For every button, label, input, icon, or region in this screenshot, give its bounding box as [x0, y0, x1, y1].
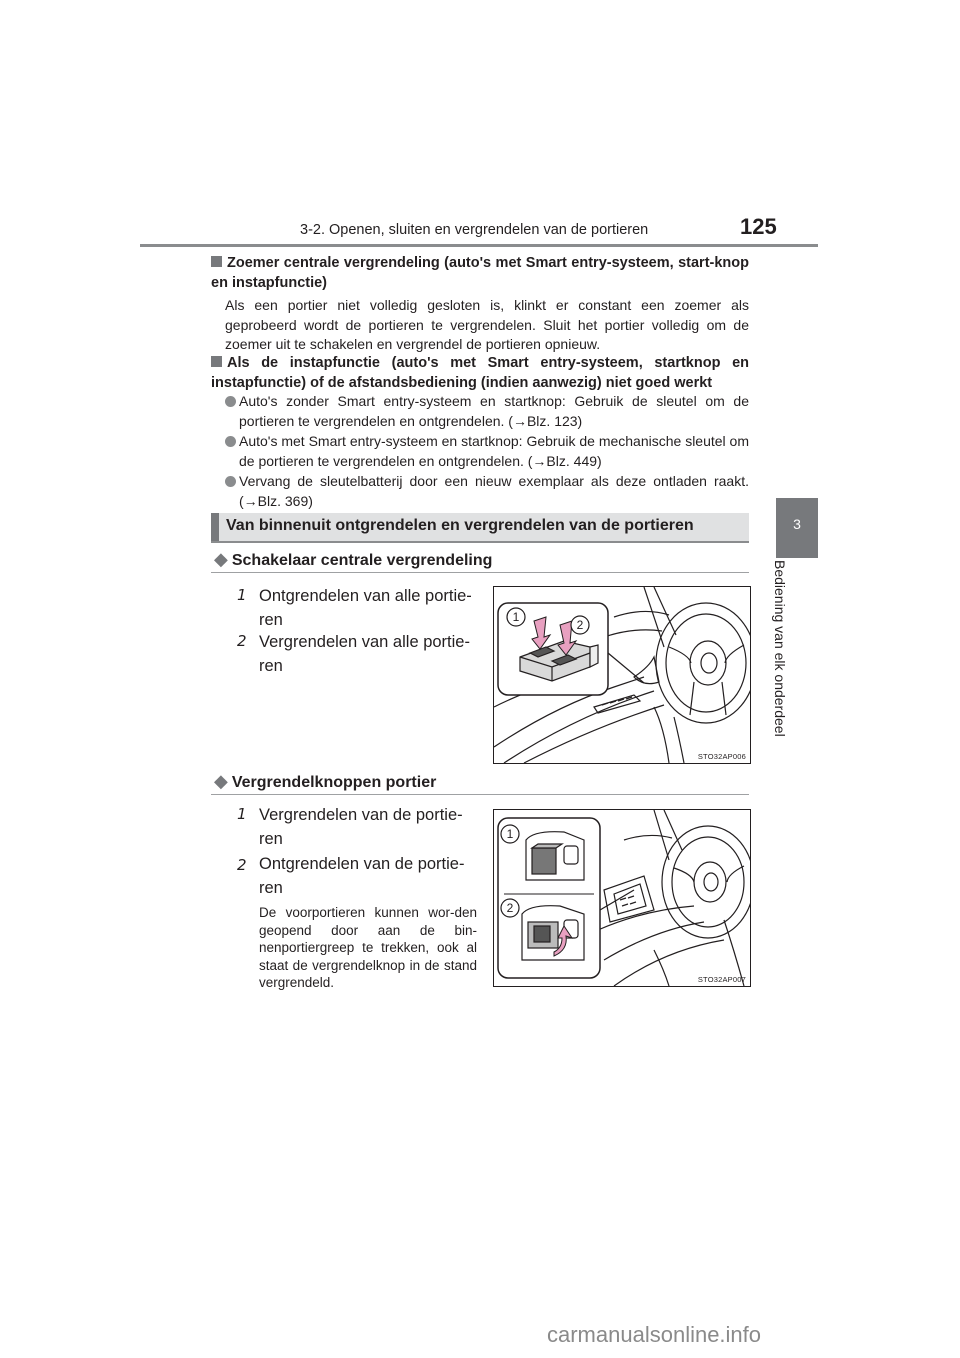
running-head: 3-2. Openen, sluiten en vergrendelen van de portieren: [300, 222, 649, 238]
chapter-tab: [776, 498, 818, 558]
page-number: 125: [740, 214, 777, 239]
subsection-title-text: Vergrendelknoppen portier: [231, 774, 437, 791]
note-heading-text: Zoemer centrale vergrendeling (auto's met Smart entry-systeem, start-knop en instapfunctie): [211, 255, 749, 291]
header-rule: [140, 244, 818, 247]
item-number: 2: [237, 632, 247, 650]
list-item: [225, 392, 749, 431]
note-paragraph-buzzer: Als een portier niet volledig gesloten is, klinkt er constant een zoemer als geprobeerd wordt de portieren te vergrendelen. Sluit het portier volledig om de zoemer uit te schakelen en vergrendel de portieren opnieuw.: [225, 297, 749, 352]
round-bullet-icon: [225, 476, 236, 487]
round-bullet-icon: [225, 436, 236, 447]
figure-callout: 1: [506, 827, 514, 841]
chapter-number: 3: [793, 516, 801, 532]
figure-code: STO32AP006: [697, 752, 746, 761]
item-text: Vergrendelen van de portie-ren: [259, 806, 463, 848]
round-bullet-icon: [225, 396, 236, 407]
figure-callout: 2: [506, 901, 514, 915]
figure-door-lock-knobs: [493, 809, 751, 987]
subsection-rule: [211, 794, 749, 795]
chapter-title-wrap: [772, 560, 817, 760]
item-text: Ontgrendelen van de portie-ren: [259, 855, 465, 897]
list-item-text: Vervang de sleutelbatterij door een nieuw exemplaar als deze ontladen raakt. (→Blz. 369): [239, 473, 749, 509]
note-heading-malfunction: [211, 353, 749, 393]
section-title: Van binnenuit ontgrendelen en vergrendelen van de portieren: [226, 517, 694, 534]
subsection-title-text: Schakelaar centrale vergrendeling: [231, 552, 493, 569]
item-text: Ontgrendelen van alle portie-ren: [259, 587, 472, 629]
item-number: 1: [237, 586, 247, 604]
subsection-title-central-lock: [214, 549, 492, 570]
note-heading-buzzer: [211, 253, 749, 293]
square-bullet-icon: [211, 256, 222, 267]
square-bullet-icon: [211, 356, 222, 367]
list-item: [225, 472, 749, 511]
subsection-rule: [211, 572, 749, 573]
door-panel-illustration: [494, 587, 750, 763]
chapter-title: Bediening van elk onderdeel: [772, 560, 788, 737]
list-item-text: Auto's met Smart entry-systeem en startknop: Gebruik de mechanische sleutel om de portieren te vergrendelen en ontgrendelen. (→Blz. 449): [239, 433, 750, 469]
section-title-bar: [211, 513, 749, 543]
figure-code: STO32AP007: [697, 975, 746, 984]
door-lock-illustration: [494, 810, 750, 986]
inner-handle-note: De voorportieren kunnen wor-den geopend door aan de bin-nenportiergreep te trekken, ook al staat de vergrendelknop in de stand vergrendeld.: [259, 905, 477, 990]
footer-watermark: carmanualsonline.info: [547, 1322, 762, 1347]
diamond-icon: ◆: [214, 771, 228, 791]
item-number: 1: [237, 805, 247, 823]
section-bar-accent: [211, 513, 219, 541]
figure-callout: 2: [576, 618, 584, 632]
list-item-text: Auto's zonder Smart entry-systeem en startknop: Gebruik de sleutel om de portieren te vergrendelen en ontgrendelen. (→Blz. 123): [239, 393, 749, 429]
diamond-icon: ◆: [214, 549, 228, 569]
note-heading-text: Als de instapfunctie (auto's met Smart entry-systeem, startknop en instapfunctie) of de afstandsbediening (indien aanwezig) niet goed werkt: [211, 355, 749, 391]
figure-central-lock-switch: [493, 586, 751, 764]
figure-callout: 1: [512, 610, 520, 624]
item-text: Vergrendelen van alle portie-ren: [259, 633, 470, 675]
item-number: 2: [237, 856, 247, 874]
subsection-title-lock-knobs: [214, 771, 436, 792]
list-item: [225, 432, 749, 471]
